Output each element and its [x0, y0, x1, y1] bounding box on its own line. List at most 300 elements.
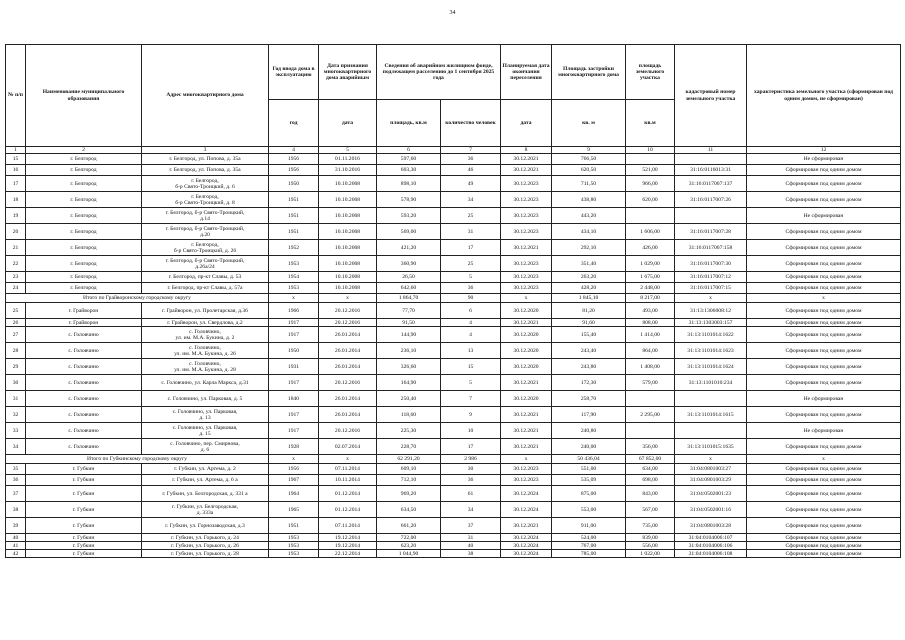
table-cell: г. Губкин, ул. Горнозаводская, д.3 [142, 518, 269, 534]
subheader-date: дата [319, 100, 377, 147]
table-cell: 1953 [269, 534, 319, 542]
table-cell [626, 423, 675, 439]
table-cell: 10 [441, 423, 501, 439]
table-cell: г. Белгород, пр-кт Славы, д. 53 [142, 272, 269, 283]
table-cell: Сформирован под одним домом [747, 407, 901, 423]
table-cell: 30.12.2023 [501, 464, 552, 475]
table-cell: x [501, 455, 552, 464]
subheader-sqm2: кв.м [626, 100, 675, 147]
table-cell: Сформирован под одним домом [747, 486, 901, 502]
table-cell: Сформирован под одним домом [747, 359, 901, 375]
table-cell: 30.12.2020 [501, 343, 552, 359]
table-cell: 623,20 [377, 542, 441, 550]
table-cell: 30.12.2021 [501, 439, 552, 455]
table-cell: 31:16:0117007:15 [675, 283, 747, 294]
table-cell: 01.12.2014 [319, 502, 377, 518]
table-cell: 620,00 [626, 192, 675, 208]
table-cell: 21 [6, 240, 26, 256]
table-cell: 31:04:0104006:108 [675, 550, 747, 558]
table-cell: Сформирован под одним домом [747, 502, 901, 518]
table-cell: 19 [6, 208, 26, 224]
table-cell: 2 448,00 [626, 283, 675, 294]
table-cell: 30.12.2021 [501, 407, 552, 423]
table-cell: 1951 [269, 518, 319, 534]
table-cell: 661,20 [377, 518, 441, 534]
total-row [6, 455, 901, 464]
table-row [6, 319, 901, 327]
table-cell: 1 845,10 [552, 294, 626, 303]
table-cell: 34 [441, 192, 501, 208]
table-cell: 16 [6, 165, 26, 176]
table-row [6, 224, 901, 240]
table-cell: 243,40 [552, 343, 626, 359]
table-cell: г. Белгород [26, 154, 142, 165]
header-address: Адрес многоквартирного дома [142, 45, 269, 147]
table-row [6, 154, 901, 165]
table-cell: 30.12.2024 [501, 542, 552, 550]
table-cell: 428,20 [552, 283, 626, 294]
table-cell: с. Головчино [26, 375, 142, 391]
table-cell: 875,00 [552, 486, 626, 502]
table-cell: г. Белгород [26, 165, 142, 176]
table-cell: 31:04:0104006:107 [675, 534, 747, 542]
table-cell: г. Губкин [26, 464, 142, 475]
col-num: 4 [269, 147, 319, 154]
table-cell: г. Губкин, ул. Артема, д. 6 а [142, 475, 269, 486]
table-cell: 5 [441, 272, 501, 283]
table-row [6, 165, 901, 176]
table-cell: 1950 [269, 343, 319, 359]
table-row [6, 176, 901, 192]
table-cell: 31:13:1101014:1624 [675, 359, 747, 375]
table-cell: 969,20 [377, 486, 441, 502]
table-cell: 34 [6, 439, 26, 455]
table-cell [626, 391, 675, 407]
total-label: Итого по Грайворонскому городскому округу [6, 294, 269, 303]
table-cell: 32 [6, 407, 26, 423]
table-cell: с. Головчино [26, 439, 142, 455]
table-cell: Сформирован под одним домом [747, 518, 901, 534]
table-cell: 164,90 [377, 375, 441, 391]
table-cell: Сформирован под одним домом [747, 283, 901, 294]
table-cell: 35 [6, 464, 26, 475]
table-row [6, 423, 901, 439]
table-cell: 8 217,00 [626, 294, 675, 303]
table-cell: 351,40 [552, 256, 626, 272]
table-cell: 30.12.2023 [501, 176, 552, 192]
table-cell: с. Головчино [26, 391, 142, 407]
table-cell: 4 [441, 319, 501, 327]
table-cell: Сформирован под одним домом [747, 343, 901, 359]
table-cell: Не сформирован [747, 154, 901, 165]
table-cell: 10.10.2008 [319, 224, 377, 240]
table-cell: г. Губкин [26, 502, 142, 518]
table-row [6, 256, 901, 272]
table-cell: г. Губкин [26, 486, 142, 502]
subheader-date2: дата [501, 100, 552, 147]
table-cell: г. Губкин, ул. Горького, д. 26 [142, 542, 269, 550]
table-row [6, 272, 901, 283]
table-cell: Сформирован под одним домом [747, 256, 901, 272]
table-cell: 20.12.2016 [319, 423, 377, 439]
table-cell: x [747, 455, 901, 464]
header-land-char: характеристика земельного участка (сформирован под одним домом, не сформирован) [747, 45, 901, 147]
subheader-year: год [269, 100, 319, 147]
subheader-people: количество человек [441, 100, 501, 147]
table-cell: 1953 [269, 283, 319, 294]
table-cell: 01.12.2014 [319, 486, 377, 502]
table-cell: 443,20 [552, 208, 626, 224]
table-cell: 49 [441, 176, 501, 192]
table-cell: 578,90 [377, 192, 441, 208]
table-cell: 1967 [269, 475, 319, 486]
table-cell: Сформирован под одним домом [747, 165, 901, 176]
col-num: 6 [377, 147, 441, 154]
table-cell: г. Белгород [26, 224, 142, 240]
table-cell: г. Белгород [26, 256, 142, 272]
table-cell: 767,00 [552, 542, 626, 550]
table-cell [626, 208, 675, 224]
table-cell: 30.12.2021 [501, 154, 552, 165]
table-cell: 30.12.2023 [501, 272, 552, 283]
table-cell: 17 [441, 240, 501, 256]
table-cell: 421,20 [377, 240, 441, 256]
table-row [6, 542, 901, 550]
table-row [6, 534, 901, 542]
table-row [6, 375, 901, 391]
table-cell: 10.10.2008 [319, 176, 377, 192]
table-cell: Сформирован под одним домом [747, 240, 901, 256]
table-cell: 243,80 [552, 359, 626, 375]
table-cell: г. Губкин, ул. Белгородская, д. 333а [142, 502, 269, 518]
table-row [6, 359, 901, 375]
table-cell: с. Головчино [26, 359, 142, 375]
table-cell: 20.12.2016 [319, 303, 377, 319]
table-cell: 34 [441, 502, 501, 518]
table-cell: 225,30 [377, 423, 441, 439]
table-cell [675, 423, 747, 439]
table-cell: 10.10.2008 [319, 272, 377, 283]
table-cell: 91,60 [552, 319, 626, 327]
col-num: 11 [675, 147, 747, 154]
subheader-sqm: кв. м [552, 100, 626, 147]
table-cell: г. Губкин [26, 550, 142, 558]
table-cell: 50 436,04 [552, 455, 626, 464]
col-num: 12 [747, 147, 901, 154]
table-cell: 36 [441, 283, 501, 294]
table-cell: 228,70 [377, 439, 441, 455]
table-cell: 30.12.2021 [501, 375, 552, 391]
table-cell [675, 391, 747, 407]
table-cell: 1953 [269, 542, 319, 550]
table-cell: 02.07.2014 [319, 439, 377, 455]
table-cell: 1 864,70 [377, 294, 441, 303]
table-cell: 698,00 [626, 475, 675, 486]
table-cell: 30.12.2020 [501, 327, 552, 343]
table-cell: 37 [6, 486, 26, 502]
subheader-area: площадь, кв.м [377, 100, 441, 147]
table-cell: 15 [6, 154, 26, 165]
table-cell: 39 [6, 518, 26, 534]
table-cell: 2 295,00 [626, 407, 675, 423]
table-cell: 864,00 [626, 343, 675, 359]
table-row [6, 550, 901, 558]
table-cell: 263,20 [552, 272, 626, 283]
table-cell: 25 [6, 303, 26, 319]
table-cell: 634,00 [626, 464, 675, 475]
table-cell: 36 [6, 475, 26, 486]
table-cell: 26.01.2014 [319, 407, 377, 423]
table-cell: 36 [441, 154, 501, 165]
table-cell: 62 291,20 [377, 455, 441, 464]
table-cell: x [675, 294, 747, 303]
table-cell: г. Белгород [26, 240, 142, 256]
table-cell: 569,00 [377, 224, 441, 240]
table-cell: 13 [441, 343, 501, 359]
table-cell: Не сформирован [747, 423, 901, 439]
table-cell: с. Головчино, пер. Смирнова, д. 6 [142, 439, 269, 455]
table-cell: 19.12.2014 [319, 534, 377, 542]
table-cell: 1928 [269, 439, 319, 455]
table-cell: с. Головчино [26, 407, 142, 423]
table-cell: 597,60 [377, 154, 441, 165]
table-cell: г. Губкин, ул. Белгородская, д. 331 а [142, 486, 269, 502]
table-cell: 1952 [269, 240, 319, 256]
table-cell: с. Головчино, ул. им. М.А. Букина, д. 28 [142, 359, 269, 375]
table-cell: с. Головчино [26, 423, 142, 439]
table-cell: 31:16:0117007:12 [675, 272, 747, 283]
table-cell: 240,00 [552, 439, 626, 455]
table-cell: 31:13:1303003:157 [675, 319, 747, 327]
table-row [6, 208, 901, 224]
table-cell: Сформирован под одним домом [747, 272, 901, 283]
table-cell: 438,80 [552, 192, 626, 208]
table-cell: 42 [6, 550, 26, 558]
table-cell: 236,10 [377, 343, 441, 359]
table-cell: 81,20 [552, 303, 626, 319]
table-cell: 620,50 [552, 165, 626, 176]
table-cell: 4 [441, 327, 501, 343]
table-cell: 30 [6, 375, 26, 391]
table-cell: Не сформирован [747, 391, 901, 407]
table-cell: 1951 [269, 208, 319, 224]
table-cell: 31:16:0117007:28 [675, 224, 747, 240]
table-cell: г. Белгород, б-р Свято-Троицкий, д. 8 [142, 192, 269, 208]
table-cell: г. Белгород [26, 272, 142, 283]
table-cell: 30.12.2023 [501, 192, 552, 208]
table-cell: 1951 [269, 224, 319, 240]
table-cell: 603,30 [377, 165, 441, 176]
table-cell: 41 [6, 542, 26, 550]
table-cell: 1950 [269, 176, 319, 192]
table-cell: 30.12.2024 [501, 550, 552, 558]
table-cell: 31:04:0502001:16 [675, 502, 747, 518]
table-cell: 28 [6, 343, 26, 359]
table-row [6, 464, 901, 475]
table-cell: 1966 [269, 303, 319, 319]
table-cell: 493,00 [626, 303, 675, 319]
table-cell: 31:04:0801003:28 [675, 518, 747, 534]
table-cell: 31:04:0801003:27 [675, 464, 747, 475]
table-cell: 30.12.2020 [501, 391, 552, 407]
table-cell: 33 [6, 423, 26, 439]
table-cell: 524,00 [552, 534, 626, 542]
table-cell: 1953 [269, 550, 319, 558]
table-cell: x [319, 294, 377, 303]
table-cell: 30.12.2023 [501, 283, 552, 294]
table-row [6, 407, 901, 423]
table-row [6, 192, 901, 208]
table-cell: 553,00 [552, 502, 626, 518]
table-cell: Сформирован под одним домом [747, 303, 901, 319]
table-cell: 36 [441, 475, 501, 486]
table-row [6, 439, 901, 455]
table-cell: 31:13:1101014:1623 [675, 343, 747, 359]
header-planned: Планируемая дата окончания переселения [501, 45, 552, 100]
table-cell: г. Губкин, ул. Артема, д. 2 [142, 464, 269, 475]
table-cell: г. Белгород, б-р Свято-Троицкий, д.20 [142, 224, 269, 240]
table-cell: 01.11.2016 [319, 154, 377, 165]
table-cell: 40 [6, 534, 26, 542]
table-cell: 1840 [269, 391, 319, 407]
table-cell: 18 [6, 192, 26, 208]
table-cell: 551,00 [552, 464, 626, 475]
table-cell: 10.10.2008 [319, 283, 377, 294]
table-cell: г. Белгород [26, 208, 142, 224]
table-cell: x [319, 455, 377, 464]
table-cell: г. Белгород, б-р Свято-Троицкий, д.14 [142, 208, 269, 224]
table-cell: 711,50 [552, 176, 626, 192]
table-row [6, 343, 901, 359]
table-cell: 1 675,00 [626, 272, 675, 283]
header-land-area: площадь земельного участка [626, 45, 675, 100]
table-row [6, 327, 901, 343]
table-cell: 1954 [269, 272, 319, 283]
table-cell: г. Грайворон, ул. Пролетарская, д.36 [142, 303, 269, 319]
table-cell: 10.10.2008 [319, 256, 377, 272]
header-recognition: Дата признания многоквартирного дома аварийным [319, 45, 377, 100]
table-cell: 26.01.2014 [319, 391, 377, 407]
table-cell: 30.12.2023 [501, 208, 552, 224]
table-cell: г. Грайворон [26, 319, 142, 327]
table-cell: 1917 [269, 375, 319, 391]
table-cell: г. Белгород, б-р Свято-Троицкий, д. 6 [142, 176, 269, 192]
table-cell: 30.12.2021 [501, 518, 552, 534]
table-cell: 535,09 [552, 475, 626, 486]
table-cell: с. Головчино, ул. Парковая, д. 13 [142, 407, 269, 423]
table-cell: 785,00 [552, 550, 626, 558]
col-num: 8 [501, 147, 552, 154]
table-cell: 17 [6, 176, 26, 192]
table-cell: 29 [6, 359, 26, 375]
table-cell: 31.10.2016 [319, 165, 377, 176]
table-cell: 10.10.2008 [319, 240, 377, 256]
table-cell: 30.12.2020 [501, 303, 552, 319]
table-cell: 31:16:0117007:30 [675, 256, 747, 272]
table-cell: г. Губкин [26, 534, 142, 542]
table-cell: 9 [441, 407, 501, 423]
table-cell: 426,00 [626, 240, 675, 256]
table-cell: г. Белгород, б-р Свято-Троицкий, д. 26 [142, 240, 269, 256]
table-cell: 5 [441, 375, 501, 391]
table-cell: 521,00 [626, 165, 675, 176]
table-cell: 61 [441, 486, 501, 502]
table-cell: г. Белгород, б-р Свято-Троицкий, д.26а/24 [142, 256, 269, 272]
table-cell: 1917 [269, 423, 319, 439]
table-cell: 23 [6, 272, 26, 283]
col-num: 1 [6, 147, 26, 154]
table-cell: 1 408,00 [626, 359, 675, 375]
table-cell: 26,50 [377, 272, 441, 283]
table-cell: г. Губкин [26, 475, 142, 486]
table-cell: 1917 [269, 407, 319, 423]
table-cell: 26 [6, 319, 26, 327]
table-cell: 258,70 [552, 391, 626, 407]
total-label: Итого по Губкинскому городскому округу [6, 455, 269, 464]
table-cell: x [269, 455, 319, 464]
table-cell: 567,00 [626, 502, 675, 518]
table-cell: 7 [441, 391, 501, 407]
col-num: 9 [552, 147, 626, 154]
table-cell: 117,90 [552, 407, 626, 423]
table-cell: 144,90 [377, 327, 441, 343]
header-num: № п/п [6, 45, 26, 147]
column-number-row [6, 147, 901, 154]
table-cell: 46 [441, 165, 501, 176]
table-cell: 31:13:1101010:234 [675, 375, 747, 391]
table-cell: 1951 [269, 192, 319, 208]
table-cell: Сформирован под одним домом [747, 534, 901, 542]
table-cell [626, 154, 675, 165]
table-cell: 898,10 [377, 176, 441, 192]
header-fund: Сведения об аварийном жилищном фонде, подлежащем расселению до 1 сентября 2025 года [377, 45, 501, 100]
table-cell: 22 [6, 256, 26, 272]
table-cell: 155,40 [552, 327, 626, 343]
table-cell: 579,00 [626, 375, 675, 391]
table-cell: 1 414,00 [626, 327, 675, 343]
table-cell: 30.12.2023 [501, 256, 552, 272]
table-cell: 1956 [269, 154, 319, 165]
table-cell: 172,30 [552, 375, 626, 391]
table-cell: 1 606,00 [626, 224, 675, 240]
table-cell: г. Губкин [26, 518, 142, 534]
table-cell: 118,60 [377, 407, 441, 423]
table-cell: 1956 [269, 165, 319, 176]
table-cell: Сформирован под одним домом [747, 224, 901, 240]
table-cell: 31:13:1101015:1635 [675, 439, 747, 455]
table-row [6, 518, 901, 534]
table-cell: г. Губкин, ул. Горького, д. 24 [142, 534, 269, 542]
table-cell: 1953 [269, 256, 319, 272]
table-cell: с. Головчино [26, 327, 142, 343]
table-cell: Сформирован под одним домом [747, 319, 901, 327]
table-cell: 67 852,00 [626, 455, 675, 464]
header-year: Год ввода дома в эксплуатацию [269, 45, 319, 100]
table-cell: Сформирован под одним домом [747, 550, 901, 558]
table-cell: Сформирован под одним домом [747, 475, 901, 486]
table-cell: 26.01.2014 [319, 359, 377, 375]
table-cell: Сформирован под одним домом [747, 327, 901, 343]
table-cell: с. Головчино, ул. им. М.А. Букина, д. 26 [142, 343, 269, 359]
table-cell: 38 [6, 502, 26, 518]
table-cell: 292,10 [552, 240, 626, 256]
table-cell: г. Грайворон, ул. Свердлова, д.2 [142, 319, 269, 327]
table-cell: 356,00 [626, 439, 675, 455]
table-cell: г. Белгород [26, 283, 142, 294]
table-cell: 30.12.2024 [501, 502, 552, 518]
table-cell: 31:04:0104006:106 [675, 542, 747, 550]
table-cell: 1965 [269, 502, 319, 518]
